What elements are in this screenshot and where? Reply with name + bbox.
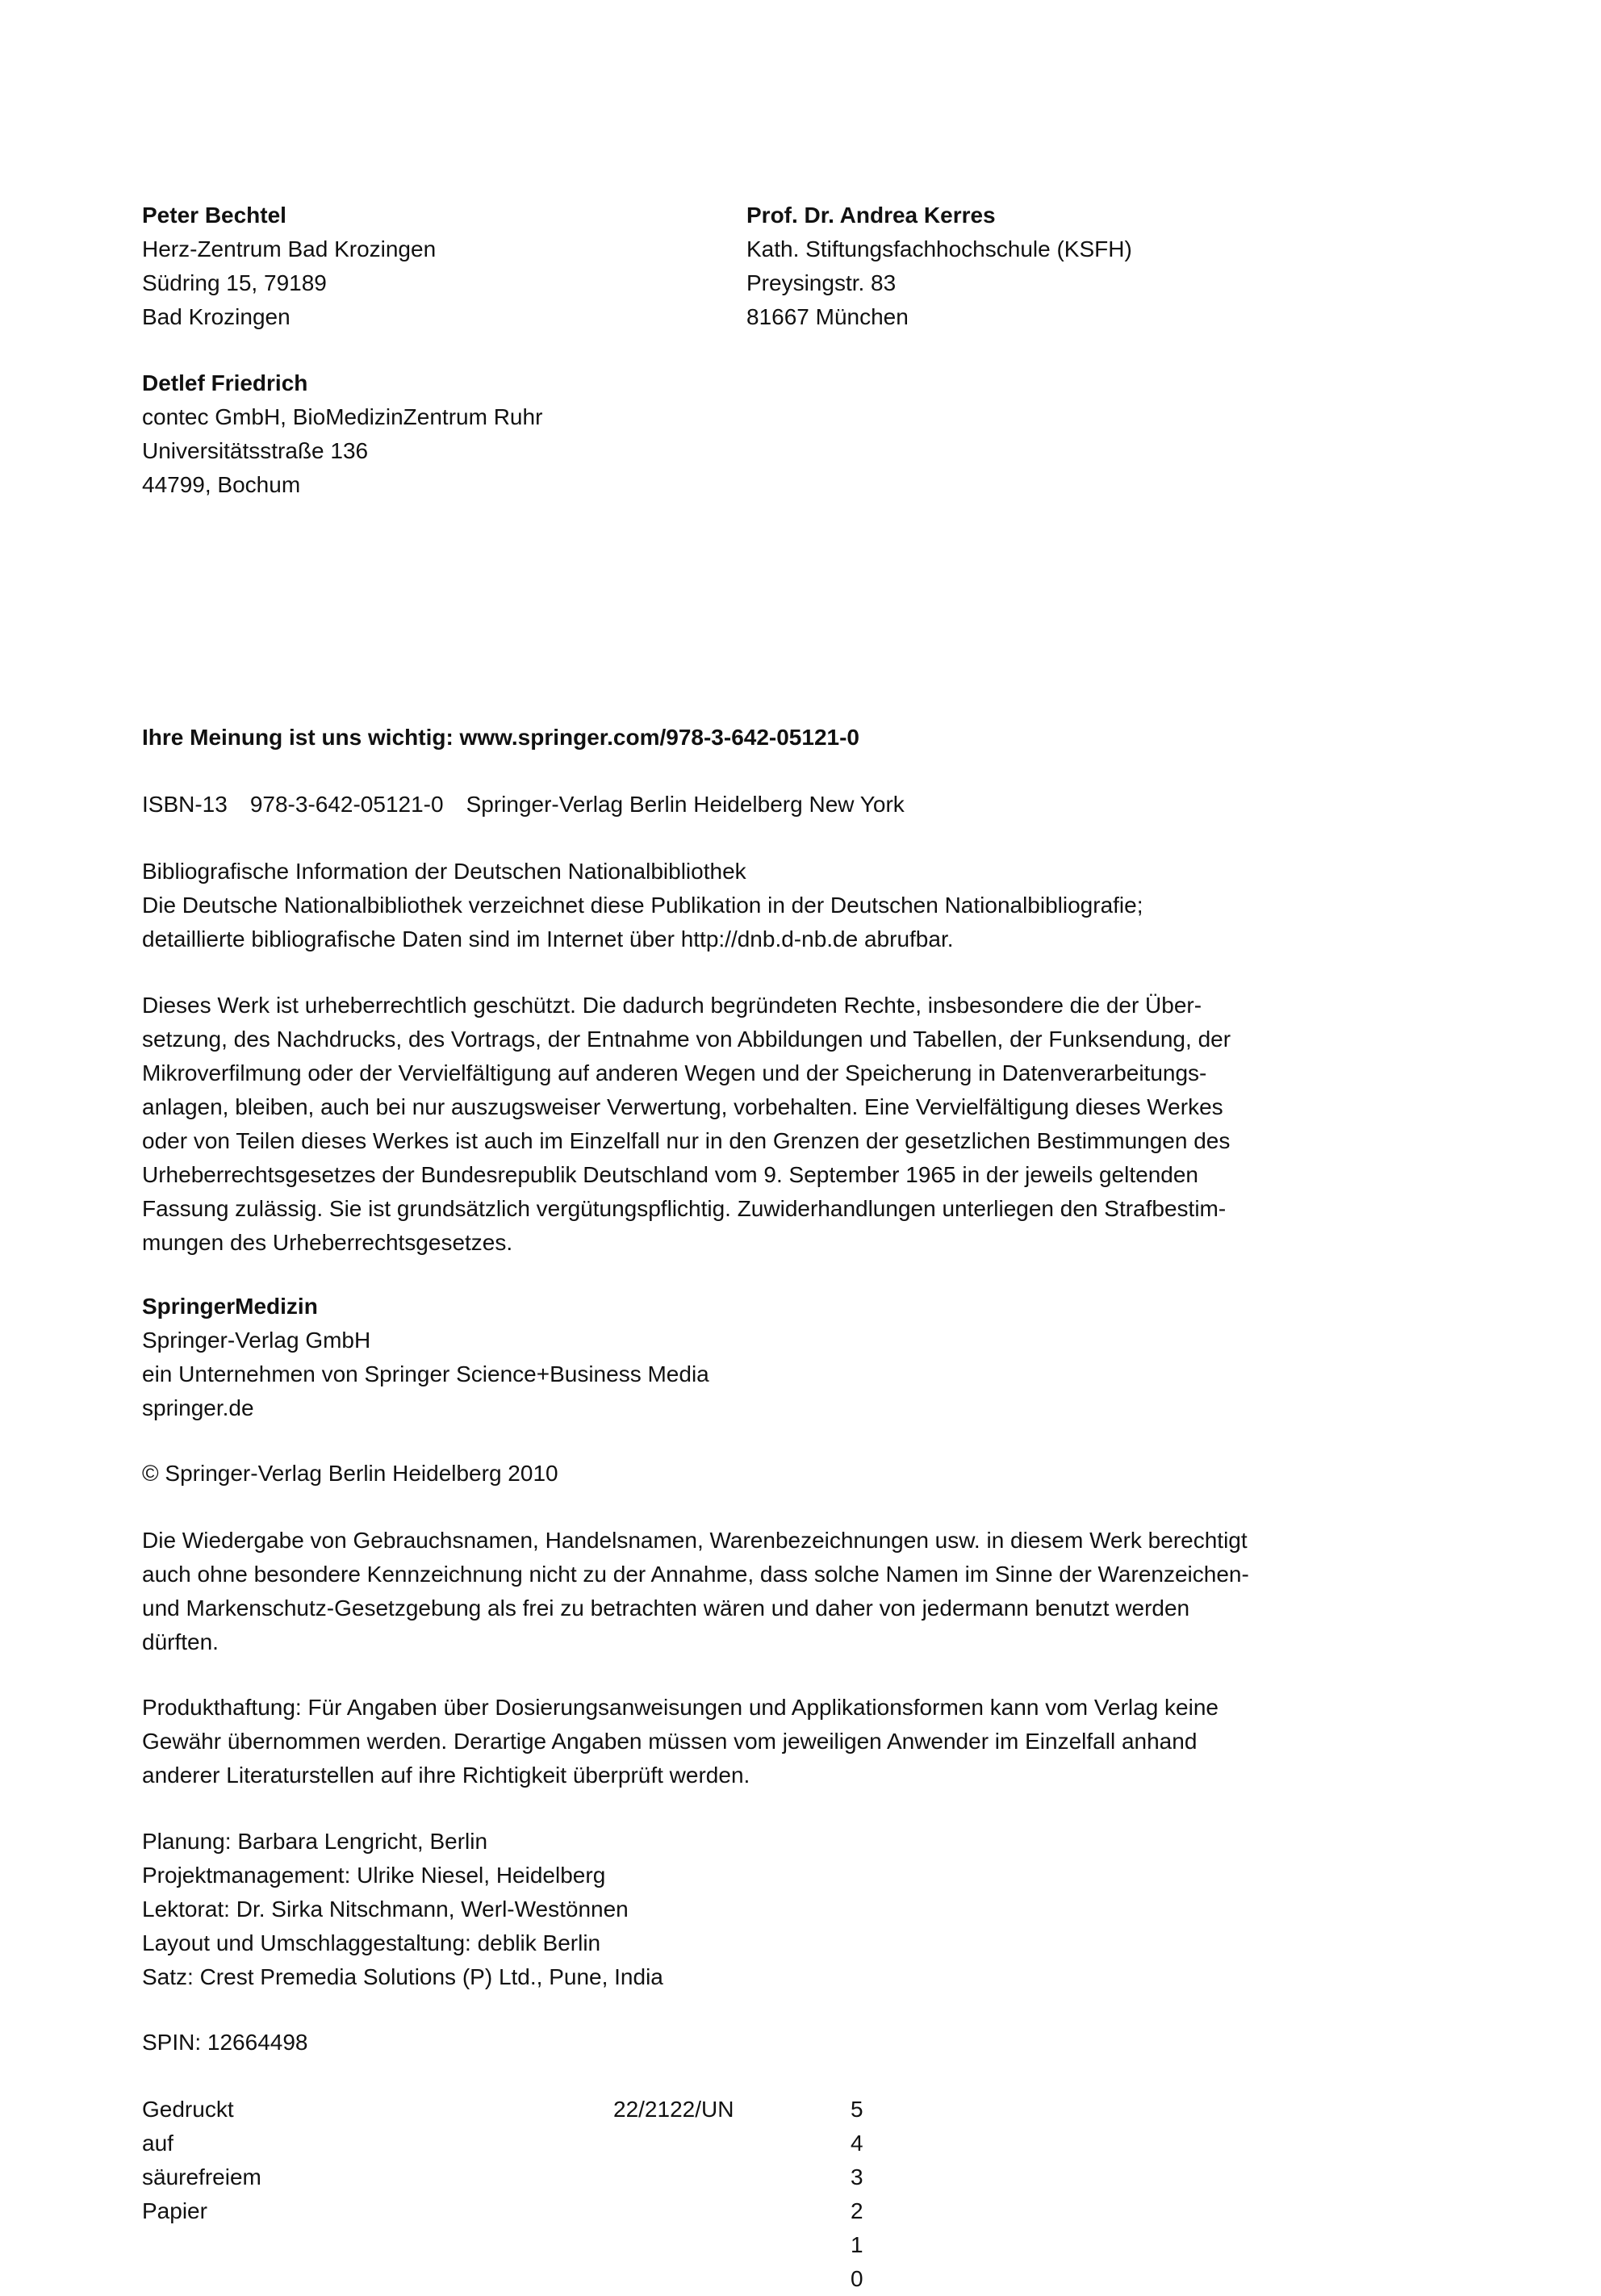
author-address-line: Kath. Stiftungsfachhochschule (KSFH) [746,236,1132,261]
trademarks-line: Die Wiedergabe von Gebrauchsnamen, Handelsnamen, Warenbezeichnungen usw. in diesem Werk berechtigt [142,1528,1248,1553]
copyright-notice [142,989,1231,1260]
author-address-line: Bad Krozingen [142,304,291,329]
dnb-line: Die Deutsche Nationalbibliothek verzeichnet diese Publikation in der Deutschen Nationalbibliografie; [142,893,1143,918]
author-address-line: Herz-Zentrum Bad Krozingen [142,236,437,261]
credit-line: Planung: Barbara Lengricht, Berlin [142,1829,488,1854]
author-name: Prof. Dr. Andrea Kerres [746,203,996,228]
publisher-line: ein Unternehmen von Springer Science+Business Media [142,1361,709,1386]
copyright-notice-line: setzung, des Nachdrucks, des Vortrags, der Entnahme von Abbildungen und Tabellen, der Funksendung, der [142,1027,1231,1052]
trademarks-line: auch ohne besondere Kennzeichnung nicht zu der Annahme, dass solche Namen im Sinne der Warenzeichen- [142,1562,1249,1587]
liability-line: Produkthaftung: Für Angaben über Dosierungsanweisungen und Applikationsformen kann vom Verlag keine [142,1695,1219,1720]
copyright-text: © Springer-Verlag Berlin Heidelberg 2010 [142,1461,558,1486]
printing-paper: Gedruckt auf säurefreiem Papier [142,2097,261,2223]
liability-notice [142,1691,1219,1792]
liability-line: Gewähr übernommen werden. Derartige Angaben müssen vom jeweiligen Anwender im Einzelfall anhand [142,1729,1198,1754]
author-address-line: 44799, Bochum [142,472,301,497]
publisher-name: SpringerMedizin [142,1294,318,1319]
isbn-publisher: Springer-Verlag Berlin Heidelberg New York [466,792,905,817]
feedback-text: Ihre Meinung ist uns wichtig: www.springer.com/978-3-642-05121-0 [142,725,859,750]
credit-line: Lektorat: Dr. Sirka Nitschmann, Werl-Westönnen [142,1897,629,1922]
copyright-notice-line: Dieses Werk ist urheberrechtlich geschützt. Die dadurch begründeten Rechte, insbesondere die der Über- [142,993,1202,1018]
dnb-line: Bibliografische Information der Deutschen Nationalbibliothek [142,859,746,884]
credits-block [142,1825,663,1994]
credit-line: Projektmanagement: Ulrike Niesel, Heidelberg [142,1863,606,1888]
copyright-notice-line: oder von Teilen dieses Werkes ist auch im Einzelfall nur in den Grenzen der gesetzlichen Bestimmungen des [142,1128,1231,1153]
dnb-line: detaillierte bibliografische Daten sind im Internet über http://dnb.d-nb.de abrufbar. [142,926,954,951]
copyright-notice-line: Mikroverfilmung oder der Vervielfältigung auf anderen Wegen und der Speicherung in Datenverarbeitungs- [142,1060,1207,1085]
copyright-notice-line: mungen des Urheberrechtsgesetzes. [142,1230,513,1255]
credit-line: Layout und Umschlaggestaltung: deblik Berlin [142,1930,601,1955]
dnb-information [142,855,1143,956]
liability-line: anderer Literaturstellen auf ihre Richtigkeit überprüft werden. [142,1763,750,1788]
trademarks-line: dürften. [142,1629,219,1654]
author-detlef-friedrich [142,366,542,502]
feedback-notice [142,721,859,755]
spin-text: SPIN: 12664498 [142,2030,308,2055]
author-address-line: 81667 München [746,304,909,329]
publisher-line: springer.de [142,1395,254,1420]
publisher-line: Springer-Verlag GmbH [142,1328,371,1353]
copyright-notice-line: Urheberrechtsgesetzes der Bundesrepublik Deutschland vom 9. September 1965 in der jeweils geltenden [142,1162,1198,1187]
author-andrea-kerres [746,199,1132,334]
copyright-notice-line: Fassung zulässig. Sie ist grundsätzlich vergütungspflichtig. Zuwiderhandlungen unterliegen den Strafbestim- [142,1196,1227,1221]
spin-line [142,2026,308,2060]
publisher-block [142,1290,709,1425]
printing-code: 22/2122/UN [613,2097,734,2122]
author-peter-bechtel [142,199,436,334]
isbn-number: 978-3-642-05121-0 [249,792,444,817]
trademarks-line: und Markenschutz-Gesetzgebung als frei zu betrachten wären und daher von jedermann benutzt werden [142,1595,1190,1621]
trademarks-notice [142,1524,1249,1659]
isbn-line [142,788,905,822]
printing-edition: 5 4 3 2 1 0 [851,2097,868,2291]
author-name: Peter Bechtel [142,203,286,228]
author-address-line: Südring 15, 79189 [142,270,327,295]
credit-line: Satz: Crest Premedia Solutions (P) Ltd., Pune, India [142,1964,663,1989]
author-address-line: Universitätsstraße 136 [142,438,369,463]
author-address-line: contec GmbH, BioMedizinZentrum Ruhr [142,404,543,429]
copyright-line [142,1457,558,1491]
author-name: Detlef Friedrich [142,370,308,395]
isbn-label: ISBN-13 [142,792,228,817]
author-address-line: Preysingstr. 83 [746,270,897,295]
copyright-notice-line: anlagen, bleiben, auch bei nur auszugsweiser Verwertung, vorbehalten. Eine Vervielfältigung dieses Werkes [142,1094,1223,1119]
